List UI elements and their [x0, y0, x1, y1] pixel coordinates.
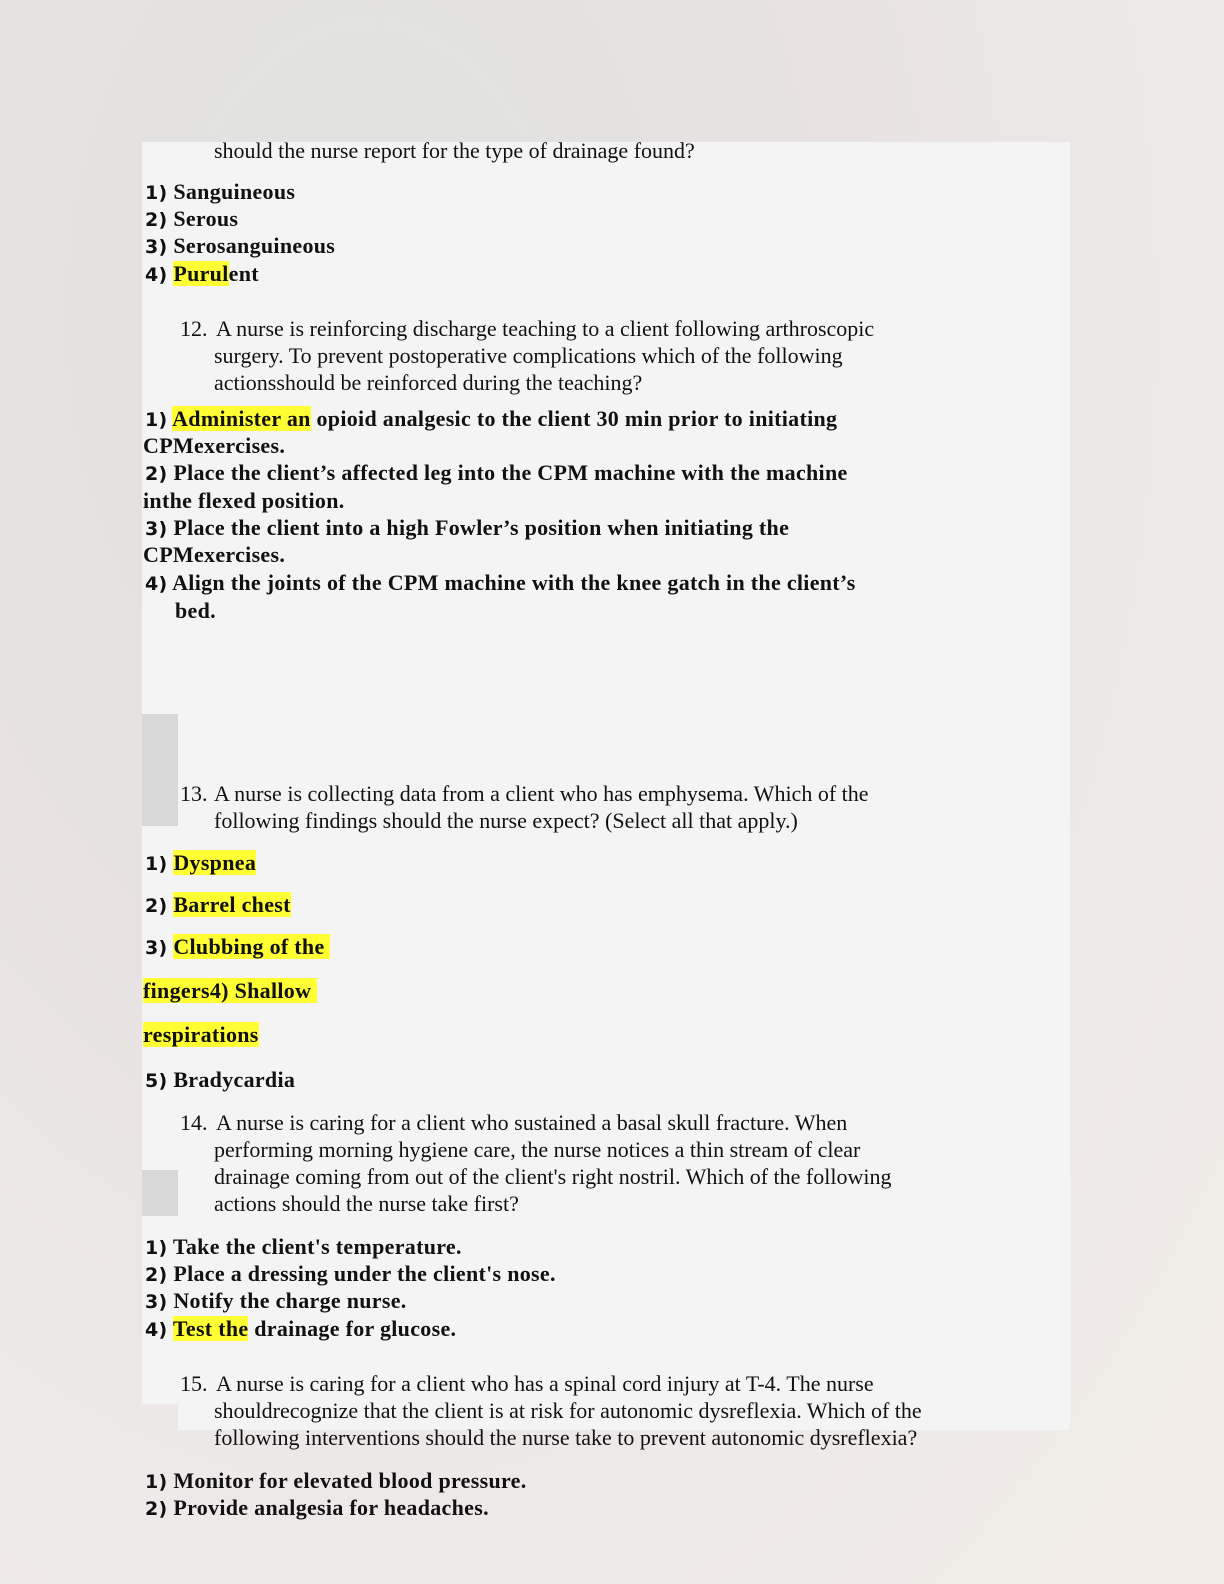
option-text: Monitor for elevated blood pressure. [173, 1468, 527, 1493]
option-number: 3) [145, 937, 168, 959]
q13-option-3 [145, 936, 330, 958]
q12-number: 12. [180, 316, 208, 341]
q15-stem-line: A nurse is caring for a client who has a spinal cord injury at T-4. The nurse [216, 1371, 874, 1396]
q14-number: 14. [180, 1110, 208, 1135]
q11-option-1 [145, 181, 295, 203]
option-text: Place the client into a high Fowler’s position when initiating the [173, 515, 790, 540]
option-number: 5) [145, 1070, 168, 1092]
option-text: Place the client’s affected leg into the CPM machine with the machine [173, 460, 848, 485]
option-text: Align the joints of the CPM machine with the knee gatch in the client’s [172, 570, 856, 595]
q13-option-3-cont [143, 980, 317, 1002]
option-text: Place a dressing under the client's nose. [173, 1261, 556, 1286]
option-number: 2) [145, 1498, 168, 1520]
option-text: ent [228, 261, 259, 286]
q14-stem-line: A nurse is caring for a client who sustained a basal skull fracture. When [216, 1110, 848, 1135]
q14-stem-line: performing morning hygiene care, the nurse notices a thin stream of clear [214, 1137, 861, 1162]
option-number: 1) [145, 409, 168, 431]
highlighted-answer: fingers4) Shallow [143, 978, 318, 1003]
option-number: 1) [145, 853, 168, 875]
option-text: Serous [173, 206, 239, 231]
q13-option-4-cont [143, 1024, 259, 1046]
option-number: 3) [145, 518, 168, 540]
q12-option-4 [145, 572, 856, 594]
option-number: 2) [145, 1264, 168, 1286]
highlighted-answer: respirations [143, 1022, 259, 1047]
option-number: 1) [145, 1471, 168, 1493]
q13-option-5 [145, 1069, 295, 1091]
q12-option-3 [145, 517, 789, 539]
q12-stem-line: actionsshould be reinforced during the teaching? [214, 370, 643, 395]
option-number: 1) [145, 182, 168, 204]
q11-stem-tail: should the nurse report for the type of drainage found? [214, 138, 695, 163]
option-number: 3) [145, 236, 168, 258]
highlighted-answer: Administer an [172, 406, 311, 431]
q11-option-4 [145, 263, 259, 285]
option-text: Provide analgesia for headaches. [173, 1495, 489, 1520]
q12-stem-line: A nurse is reinforcing discharge teaching to a client following arthroscopic [216, 316, 875, 341]
highlighted-answer: Barrel chest [173, 892, 291, 917]
option-text: Serosanguineous [173, 233, 336, 258]
q12-option-3-cont: CPMexercises. [143, 542, 286, 567]
option-number: 4) [145, 264, 168, 286]
q15-stem-line: following interventions should the nurse take to prevent autonomic dysreflexia? [214, 1425, 918, 1450]
q13-stem-line: A nurse is collecting data from a client who has emphysema. Which of the [214, 781, 869, 806]
option-text: Bradycardia [173, 1067, 296, 1092]
q12-stem-line: surgery. To prevent postoperative complications which of the following [214, 343, 843, 368]
q14-option-1 [145, 1236, 462, 1258]
q15-stem-line: shouldrecognize that the client is at risk for autonomic dysreflexia. Which of the [214, 1398, 922, 1423]
option-number: 3) [145, 1291, 168, 1313]
q12-option-1-cont: CPMexercises. [143, 433, 286, 458]
highlighted-answer: Purul [173, 261, 229, 286]
highlighted-answer: Dyspnea [173, 850, 257, 875]
q13-option-2 [145, 894, 291, 916]
highlighted-answer: Clubbing of the [173, 934, 331, 959]
q11-option-2 [145, 208, 238, 230]
q13-option-1 [145, 852, 256, 874]
option-text: opioid analgesic to the client 30 min prior to initiating [310, 406, 838, 431]
q14-option-3 [145, 1290, 407, 1312]
q14-option-2 [145, 1263, 556, 1285]
option-text: drainage for glucose. [248, 1316, 457, 1341]
q15-option-1 [145, 1470, 527, 1492]
option-number: 2) [145, 209, 168, 231]
option-number: 2) [145, 463, 168, 485]
q12-option-4-cont: bed. [175, 598, 216, 623]
q12-option-1 [145, 408, 837, 430]
q13-number: 13. [180, 781, 208, 806]
option-number: 1) [145, 1237, 168, 1259]
q14-stem-line: drainage coming from out of the client's right nostril. Which of the following [214, 1164, 892, 1189]
option-text: Sanguineous [173, 179, 296, 204]
q15-number: 15. [180, 1371, 208, 1396]
highlighted-answer: Test the [172, 1316, 249, 1341]
q12-option-2-cont: inthe flexed position. [143, 488, 345, 513]
q14-option-4 [145, 1318, 456, 1340]
option-number: 4) [145, 1319, 168, 1341]
option-text: Notify the charge nurse. [173, 1288, 407, 1313]
margin-shade [142, 1170, 178, 1216]
q15-option-2 [145, 1497, 489, 1519]
margin-shade [142, 714, 178, 826]
option-text: Take the client's temperature. [172, 1234, 462, 1259]
q11-option-3 [145, 235, 335, 257]
option-number: 4) [145, 573, 168, 595]
option-number: 2) [145, 895, 168, 917]
q12-option-2 [145, 462, 848, 484]
q14-stem-line: actions should the nurse take first? [214, 1191, 519, 1216]
q13-stem-line: following findings should the nurse expect? (Select all that apply.) [214, 808, 798, 833]
